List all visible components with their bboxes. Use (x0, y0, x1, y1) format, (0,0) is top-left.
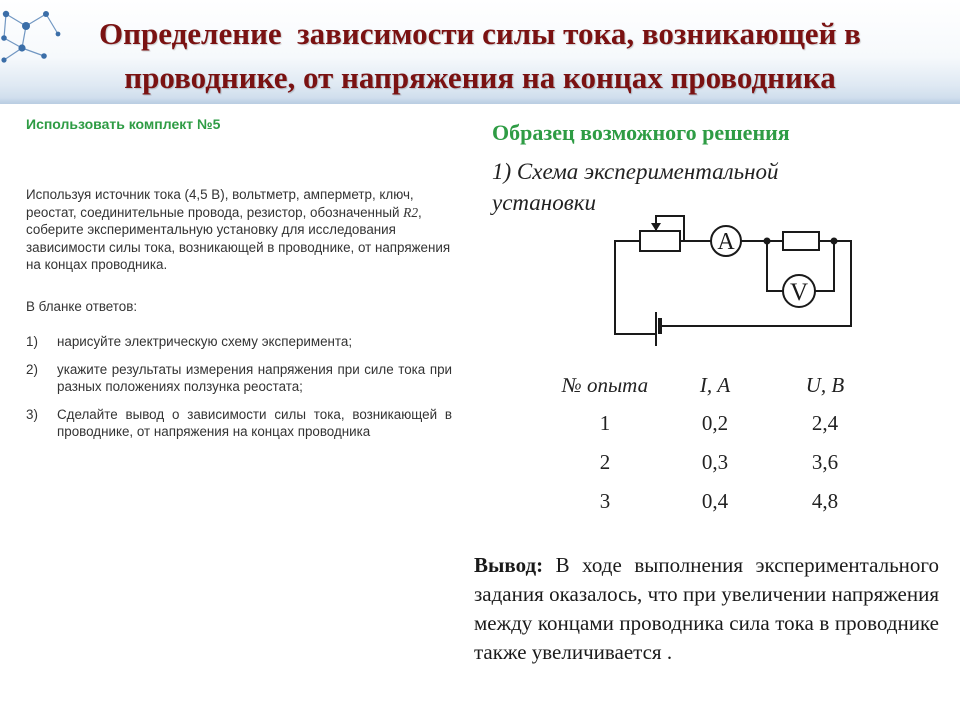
task-text: укажите результаты измерения напряжения при силе тока при разных положениях ползунка реостата; (57, 361, 452, 394)
circuit-diagram (598, 208, 858, 353)
task-number: 3) (26, 406, 38, 422)
page-title (30, 12, 930, 100)
ammeter-label: A (717, 229, 735, 255)
intro-text-after: , соберите экспериментальную установку для исследования зависимости силы тока, возникающей в проводнике, от напряжения на концах проводника. (26, 204, 451, 272)
column-header-trial: № опыта (561, 372, 649, 397)
intro-text-before: Используя источник тока (4,5 В), вольтметр, амперметр, ключ, реостат, соединительные провода, резистор, обозначенный (26, 187, 414, 220)
cell-trial: 2 (599, 450, 611, 474)
cell-voltage: 4,8 (811, 489, 839, 513)
cell-voltage: 3,6 (811, 450, 839, 474)
cell-trial: 1 (599, 411, 611, 435)
column-header-current: I, А (699, 372, 731, 397)
scheme-caption: 1) Схема экспериментальной установки (492, 159, 779, 215)
task-text: нарисуйте электрическую схему эксперимента; (57, 334, 353, 349)
title-line-1: Определение зависимости силы тока, возникающей в (99, 16, 861, 51)
conclusion (474, 551, 939, 667)
conclusion-label: Вывод: (474, 553, 544, 577)
task-list (26, 333, 452, 451)
task-item (26, 406, 452, 441)
task-item (26, 333, 452, 351)
table-row (540, 404, 890, 443)
sample-solution-heading: Образец возможного решения (492, 120, 790, 145)
cell-current: 0,2 (701, 411, 729, 435)
task-item (26, 361, 452, 396)
kit-label: Использовать комплект №5 (26, 116, 221, 132)
junction-dot (764, 238, 771, 245)
title-line-2: проводнике, от напряжения на концах проводника (124, 60, 836, 95)
slider-arrow-icon (651, 223, 661, 231)
header-banner (0, 0, 960, 104)
table-row (540, 482, 890, 521)
cell-current: 0,4 (701, 489, 729, 513)
wire-right-bottom (660, 241, 851, 326)
wire-voltmeter-left (767, 241, 783, 291)
task-number: 1) (26, 334, 38, 349)
table-header-row (540, 366, 890, 404)
conclusion-text: В ходе выполнения экспериментального задания оказалось, что при увеличении напряжения между концами проводника сила тока в проводнике также увеличивается . (474, 553, 939, 664)
resistor (783, 232, 819, 250)
results-table (540, 366, 890, 521)
column-header-voltage: U, В (805, 372, 845, 397)
answers-heading: В бланке ответов: (26, 299, 138, 314)
wire-left-top (615, 241, 656, 334)
cell-trial: 3 (599, 489, 611, 513)
task-intro (26, 186, 452, 274)
wire-voltmeter-right (815, 241, 834, 291)
task-number: 2) (26, 361, 38, 377)
rheostat (640, 231, 680, 251)
resistor-symbol: R2 (403, 204, 419, 220)
cell-current: 0,3 (701, 450, 729, 474)
voltmeter-label: V (789, 279, 809, 306)
table-row (540, 443, 890, 482)
cell-voltage: 2,4 (811, 411, 839, 435)
task-text: Сделайте вывод о зависимости силы тока, возникающей в проводнике, от напряжения на концах проводника (57, 406, 452, 439)
junction-dot (831, 238, 838, 245)
